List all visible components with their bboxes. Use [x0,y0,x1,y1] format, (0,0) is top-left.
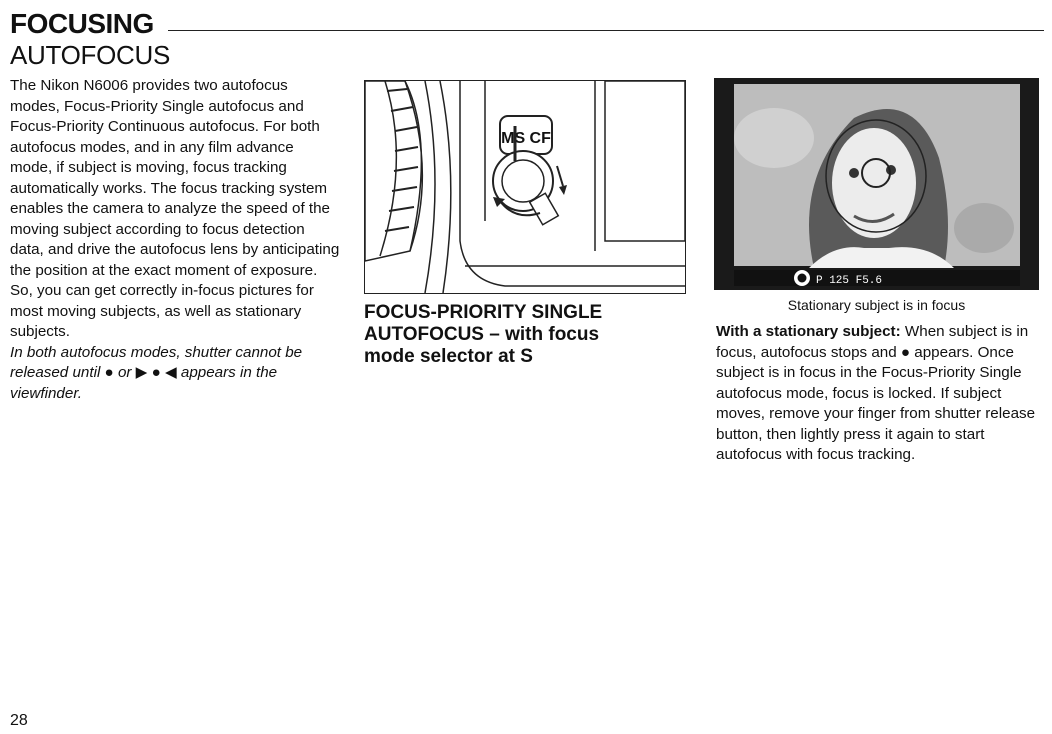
heading-line-1: FOCUS-PRIORITY SINGLE [364,302,603,323]
subsection-title: AUTOFOCUS [10,40,171,70]
focus-mode-selector-illustration [364,80,686,294]
viewfinder-caption: Stationary subject is in focus [787,297,966,313]
stationary-subject-text [716,322,1038,466]
intro-note: In both autofocus modes, shutter cannot be released until ● or ▶ ● ◀ appears in the viewfinder. [10,343,303,402]
viewfinder-image [714,78,1039,290]
stationary-label: With a stationary subject: [716,323,901,340]
focus-priority-heading [364,302,684,368]
title-rule [168,30,1044,31]
viewfinder-readout: P 125 F5.6 [816,275,883,287]
intro-text-block [10,76,340,404]
stationary-body: When subject is in focus, autofocus stops and ● appears. Once subject is in focus in the Focus-Priority Single autofocus mode, focus is locked. If subject moves, remove your finger from shutter release button, then lightly press it again to start autofocus with focus tracking. [716,323,1036,463]
selector-label: MS CF [501,130,551,147]
page-number: 28 [10,712,28,729]
heading-line-3: mode selector at S [364,346,533,367]
section-title: FOCUSING [10,8,154,39]
heading-line-2: AUTOFOCUS – with focus [364,324,600,345]
intro-paragraph: The Nikon N6006 provides two autofocus modes, Focus-Priority Single autofocus and Focus-Priority Continuous autofocus. For both autofocus modes, and in any film advance mode, if subject is moving, focus tracking automatically works. The focus tracking system enables the camera to analyze the speed of the moving subject according to focus detection data, and drive the autofocus lens by anticipating the position at the exact moment of exposure. So, you can get correctly in-focus pictures for most moving subjects, as well as stationary subjects. [10,77,340,340]
